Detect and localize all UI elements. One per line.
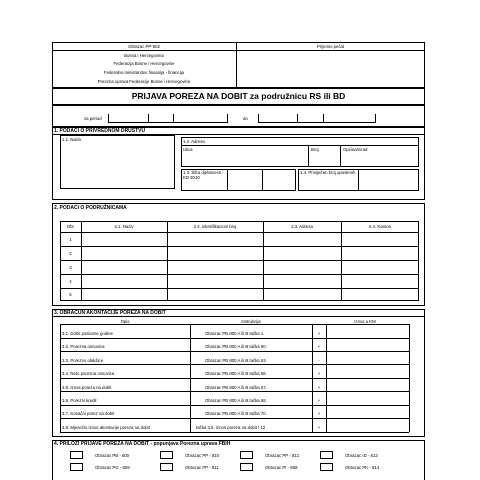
calc-row-line — [60, 364, 409, 365]
branches-col-2 — [167, 221, 168, 301]
attachment-label: Obrazac PK - 814 — [345, 465, 380, 470]
section1-title: 1. PODACI O PRIVREDNOM DRUŠTVU — [54, 128, 146, 134]
attachment-checkbox[interactable] — [160, 451, 173, 459]
calc-opis: 3.1. Dobit poslovne godine — [62, 331, 113, 336]
branches-row-line-2 — [60, 260, 419, 261]
branches-table — [60, 221, 419, 301]
calc-row-line — [60, 418, 409, 419]
name-field[interactable] — [60, 135, 175, 189]
calc-opis: 3.8. Mjesečni iznos akontacije poreza na dobit — [62, 425, 150, 430]
calc-row-line — [60, 338, 409, 339]
activity-divider-2 — [262, 169, 263, 191]
calc-row-line — [60, 405, 409, 406]
calc-sign: + — [317, 425, 321, 430]
header-line — [52, 50, 425, 51]
calc-instrukcija: Obrazac PB 800 A ili B tačka 70. — [205, 411, 267, 416]
branches-header-line — [60, 232, 419, 233]
calc-col-instrukcija: Instrukcija — [241, 319, 261, 324]
attachment-label: Obrazac PI - 808 — [265, 465, 298, 470]
attachment-label: Obrazac PB - 800 — [95, 453, 130, 458]
period-from-tick-1 — [148, 114, 149, 123]
section3-title: 3. OBRAČUN AKONTACIJE POREZA NA DOBIT — [54, 310, 166, 316]
calc-instrukcija: Obrazac PB 800 A ili B tačka 68. — [205, 398, 267, 403]
calc-col-iznos: Iznos u KM — [354, 319, 376, 324]
form-title: PRIJAVA POREZA NA DOBIT za podružnicu RS ili BD — [131, 91, 346, 101]
address-field[interactable] — [181, 137, 419, 167]
calc-row-line — [60, 391, 409, 392]
header-line-4: Porezna uprava Federacije Bosne i Hercegovine — [97, 79, 191, 84]
period-to-label: do — [243, 116, 248, 121]
branches-col-id: 2.2. Identifikacioni broj — [193, 224, 237, 229]
street-label: Ulica — [183, 147, 193, 152]
calc-opis: 3.7. Konačni porez na dobit — [62, 411, 115, 416]
section2-title: 2. PODACI O PODRUŽNICAMA — [54, 205, 127, 211]
calc-sign: + — [317, 331, 321, 336]
attachment-checkbox[interactable] — [240, 463, 253, 471]
calc-col-5 — [409, 324, 410, 432]
number-label: Broj — [311, 147, 319, 152]
section4-title: 4. PRILOZI PRIJAVE POREZA NA DOBIT - popunjava Porezna uprava FBIH — [54, 441, 231, 447]
name-label: 1.1. Naziv — [62, 137, 82, 142]
attachment-checkbox[interactable] — [320, 463, 333, 471]
branches-col-3 — [263, 221, 264, 301]
table-row: 2 — [69, 251, 72, 256]
calc-instrukcija: Obrazac PB 800 A ili B tačka 66. — [205, 371, 267, 376]
period-to-tick-1 — [297, 114, 298, 123]
attachment-checkbox[interactable] — [160, 463, 173, 471]
branches-col-4 — [341, 221, 342, 301]
section3-title-line — [52, 316, 425, 317]
employees-label: 1.4. Prosječan broj uposlenih — [300, 170, 356, 175]
calc-sign: + — [317, 385, 321, 390]
period-from-label: za period — [84, 116, 102, 121]
street-divider — [308, 145, 309, 167]
form-code: Obrazac PP-802 — [128, 44, 160, 49]
address-line — [181, 145, 419, 146]
calc-instrukcija: Obrazac PB 800 A ili B tačka 60. — [205, 344, 267, 349]
attachment-label: Obrazac PG - 809 — [95, 465, 130, 470]
calc-sign: + — [317, 398, 321, 403]
period-from-tick-2 — [173, 114, 174, 123]
calc-opis: 3.2. Porezna osnovica — [62, 344, 105, 349]
calc-row-line — [60, 351, 409, 352]
calc-opis: 3.6. Porezni kredit — [62, 398, 97, 403]
attachment-label: Obrazac ID - 813 — [345, 453, 378, 458]
period-from-field[interactable] — [108, 114, 228, 123]
calc-instrukcija: Obrazac PB 800 A ili B tačka 1. — [205, 331, 265, 336]
attachment-checkbox[interactable] — [70, 463, 83, 471]
period-to-field[interactable] — [258, 114, 376, 123]
branches-row-line-3 — [60, 274, 419, 275]
attachment-checkbox[interactable] — [320, 451, 333, 459]
table-row: 5 — [69, 292, 72, 297]
calc-row-line — [60, 378, 409, 379]
municipality-label: Općina/Grad — [343, 147, 368, 152]
branches-col-1 — [81, 221, 82, 301]
branches-row-line-1 — [60, 246, 419, 247]
calc-header-line — [60, 324, 409, 325]
calc-col-opis: Opis — [120, 319, 130, 324]
calc-sign: + — [317, 344, 321, 349]
activity-label: 1.3. Šifra djelatnosti - KD 2010 — [183, 170, 224, 180]
calc-row-line — [60, 432, 409, 433]
calc-instrukcija: tačka 3.5. Iznos poreza na dobit / 12 — [196, 425, 266, 430]
branches-col-adresa: 2.3. Adresa — [291, 224, 313, 229]
header-line-1: Bosna i Hercegovina — [124, 53, 164, 58]
header-line-2: Federacija Bosne i Hercegovine — [113, 61, 175, 66]
table-row: 3 — [69, 265, 72, 270]
period-to-tick-2 — [323, 114, 324, 123]
branches-col-rbr: Rbr — [67, 224, 74, 229]
calc-sign: - — [318, 358, 320, 363]
table-row: 4 — [69, 279, 72, 284]
number-divider — [340, 145, 341, 167]
branches-col-kanton: 2.4. Kanton — [369, 224, 391, 229]
employees-divider — [358, 169, 359, 191]
header-line-3: Federalno ministarstvo finansija - financija — [103, 70, 184, 75]
branches-row-line-4 — [60, 288, 419, 289]
calc-opis: 3.5. Iznos poreza na dobit — [62, 385, 112, 390]
calc-opis: 3.3. Porezno olakšice — [62, 358, 104, 363]
calc-instrukcija: Obrazac PB 800 A ili B tačka 67. — [205, 385, 267, 390]
attachment-checkbox[interactable] — [240, 451, 253, 459]
calc-sign: + — [317, 411, 321, 416]
activity-divider-1 — [227, 169, 228, 191]
calc-opis: 3.4. Neto porezna osnovica — [62, 371, 115, 376]
calc-instrukcija: Obrazac PB 800 A ili B tačka 63. — [205, 358, 267, 363]
attachment-label: Obrazac PP - 811 — [185, 465, 219, 470]
stamp-label: Prijemni pečat — [316, 44, 345, 49]
branches-col-naziv: 2.1. Naziv — [114, 224, 134, 229]
attachment-checkbox[interactable] — [70, 451, 83, 459]
calc-sign: + — [317, 371, 321, 376]
attachment-label: Obrazac PP - 810 — [185, 453, 220, 458]
address-label: 1.2. Adresa — [183, 139, 205, 144]
attachment-label: Obrazac PP - 812 — [265, 453, 300, 458]
table-row: 1 — [69, 237, 72, 242]
